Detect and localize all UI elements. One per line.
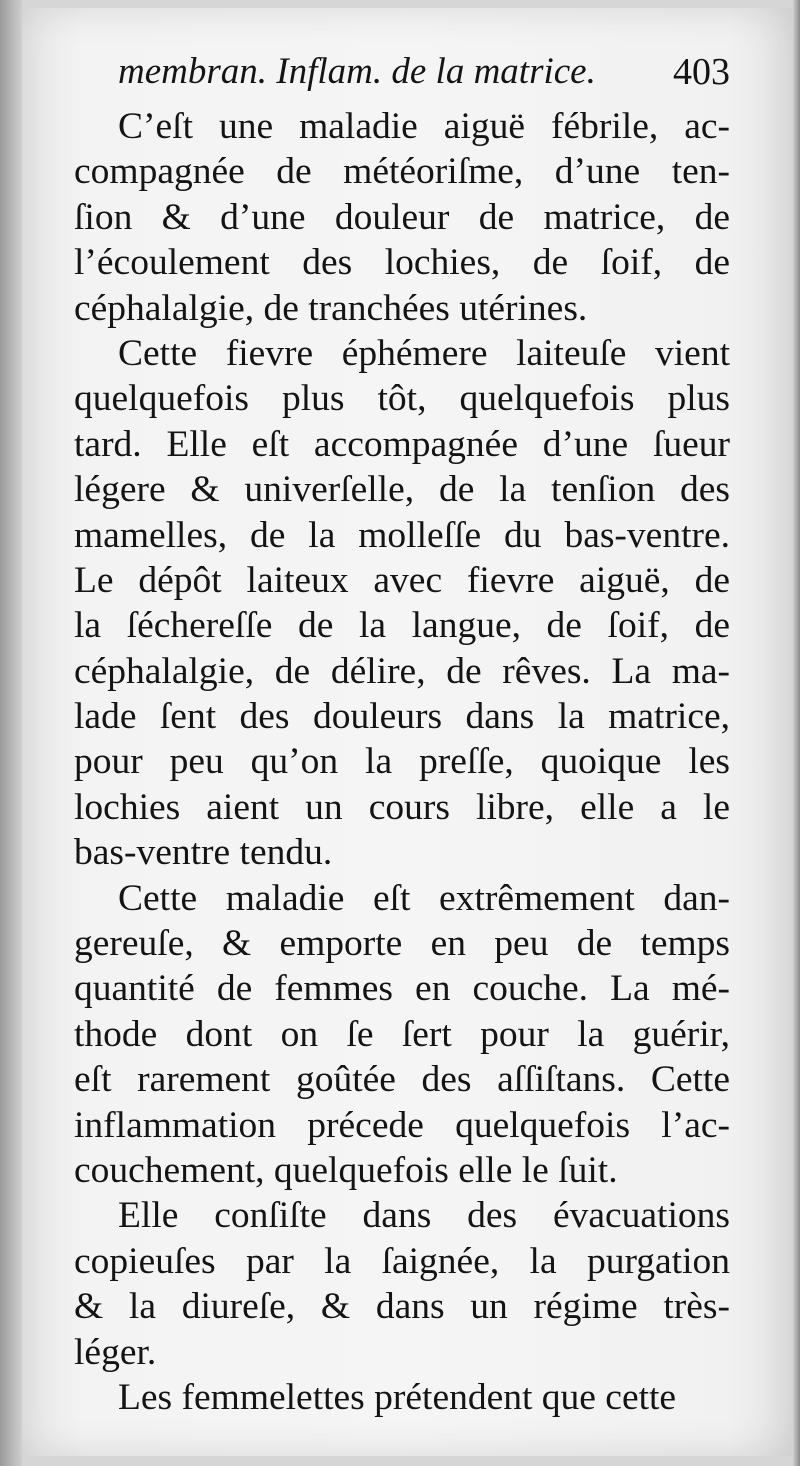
text-line: compagnée de météoriſme, d’une ten- (74, 151, 730, 193)
text-line: Le dépôt laiteux avec fievre aiguë, de (74, 559, 730, 601)
text-line: Cette maladie eſt extrêmement dan- (118, 877, 730, 919)
text-line: quantité de femmes en couche. La mé- (74, 968, 730, 1010)
text-line: léger. (74, 1331, 157, 1373)
text-line: ſion & d’une douleur de matrice, de (74, 196, 730, 238)
text-line: Elle conſiſte dans des évacuations (118, 1195, 730, 1237)
text-line: inflammation précede quelquefois l’ac- (74, 1104, 730, 1146)
text-line: & la diureſe, & dans un régime très- (74, 1286, 730, 1328)
text-line: Cette fievre éphémere laiteuſe vient (118, 332, 730, 374)
text-line: couchement, quelquefois elle le ſuit. (74, 1149, 618, 1191)
page-number: 403 (673, 51, 730, 93)
page-body-text (74, 104, 730, 1420)
paragraph (74, 1375, 730, 1420)
text-line: lochies aient un cours libre, elle a le (74, 786, 730, 828)
paragraph (74, 104, 730, 331)
running-header (118, 50, 730, 100)
text-line: eſt rarement goûtée des aſſiſtans. Cette (74, 1059, 730, 1101)
paragraph (74, 1193, 730, 1375)
text-line: céphalalgie, de tranchées utérines. (74, 287, 588, 329)
text-line: mamelles, de la molleſſe du bas-ventre. (74, 514, 730, 556)
page-edge-shadow (792, 0, 800, 1466)
paragraph (74, 331, 730, 876)
text-line: l’écoulement des lochies, de ſoif, de (74, 242, 730, 284)
page-gutter-shadow (0, 0, 22, 1466)
text-line: Les femmelettes prétendent que cette (118, 1376, 677, 1418)
text-line: la ſéchereſſe de la langue, de ſoif, de (74, 605, 730, 647)
text-line: céphalalgie, de délire, de rêves. La ma- (74, 650, 730, 692)
text-line: lade ſent des douleurs dans la matrice, (74, 696, 730, 738)
text-line: pour peu qu’on la preſſe, quoique les (74, 741, 730, 783)
text-line: bas-ventre tendu. (74, 832, 333, 874)
paragraph (74, 876, 730, 1194)
running-title: membran. Inflam. de la matrice. (118, 51, 596, 92)
text-line: tard. Elle eſt accompagnée d’une ſueur (74, 423, 730, 465)
text-line: copieuſes par la ſaignée, la purgation (74, 1240, 730, 1282)
text-line: légere & univerſelle, de la tenſion des (74, 469, 730, 511)
text-line: C’eſt une maladie aiguë fébrile, ac- (118, 106, 730, 147)
text-line: quelquefois plus tôt, quelquefois plus (74, 378, 730, 420)
text-line: gereuſe, & emporte en peu de temps (74, 923, 730, 965)
text-line: thode dont on ſe ſert pour la guérir, (74, 1013, 730, 1055)
